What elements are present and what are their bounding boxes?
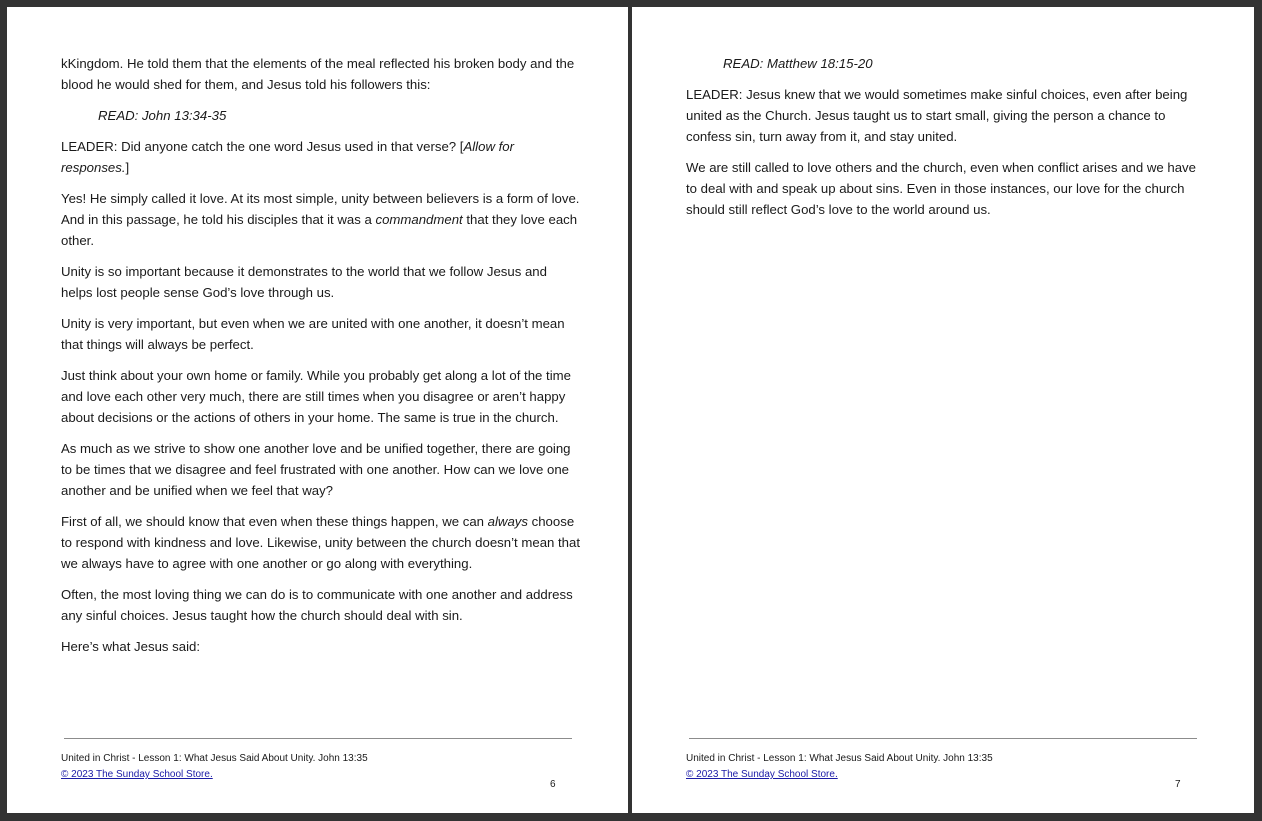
paragraph-text: Yes! He simply called it love. At its most simple, unity between believers is a form of love. And in this passage, he told his disciples that it was a (61, 191, 580, 227)
scripture-reference: : Matthew 18:15-20 (759, 56, 873, 71)
scripture-reading (686, 53, 1206, 74)
emphasis: always (487, 514, 528, 529)
paragraph-text: choose to respond with kindness and love. Likewise, unity between the church doesn’t mean that we always have to agree with one another or go along with everything. (61, 514, 581, 571)
paragraph-text: First of all, we should know that even when these things happen, we can (61, 514, 488, 529)
document-page-6 (7, 7, 628, 813)
paragraph: Here’s what Jesus said: (61, 639, 201, 654)
paragraph: Unity is very important, but even when we are united with one another, it doesn’t mean that things will always be perfect. (61, 316, 565, 352)
scripture-reading (61, 105, 581, 126)
footer-title: United in Christ - Lesson 1: What Jesus Said About Unity. John 13:35 (686, 753, 993, 764)
paragraph: Unity is so important because it demonstrates to the world that we follow Jesus and helps lost people sense God’s love through us. (61, 264, 547, 300)
page-body (686, 53, 1206, 230)
footer-divider (689, 738, 1197, 739)
leader-question-text: LEADER: Did anyone catch the one word Jesus used in that verse? [ (61, 139, 464, 154)
document-page-7 (632, 7, 1254, 813)
paragraph (61, 188, 581, 251)
read-label: READ (98, 108, 135, 123)
page-number: 6 (550, 779, 556, 790)
paragraph-text: that they love each other. (61, 212, 578, 248)
paragraph: Often, the most loving thing we can do is to communicate with one another and address any sinful choices. Jesus taught how the church should deal with sin. (61, 587, 573, 623)
footer-title: United in Christ - Lesson 1: What Jesus Said About Unity. John 13:35 (61, 753, 368, 764)
paragraph: As much as we strive to show one another love and be unified together, there are going to be times that we disagree and feel frustrated with one another. How can we love one another and be unified when we feel that way? (61, 441, 571, 498)
page-number: 7 (1175, 779, 1181, 790)
footer-divider (64, 738, 572, 739)
leader-question-close: ] (125, 160, 130, 175)
paragraph: kKingdom. He told them that the elements of the meal reflected his broken body and the blood he would shed for them, and Jesus told his followers this: (61, 56, 575, 92)
page-body (61, 53, 581, 667)
copyright-link[interactable]: © 2023 The Sunday School Store. (686, 769, 838, 780)
paragraph: Just think about your own home or family. While you probably get along a lot of the time and love each other very much, there are still times when you disagree or aren’t happy about decisions or the actions of others in your home. The same is true in the church. (61, 368, 571, 425)
scripture-reference: : John 13:34-35 (134, 108, 227, 123)
emphasis: commandment (375, 212, 463, 227)
paragraph: We are still called to love others and the church, even when conflict arises and we have to deal with and speak up about sins. Even in those instances, our love for the church should still reflect God’s love to the world around us. (686, 160, 1196, 217)
read-label: READ (723, 56, 760, 71)
leader-question (61, 136, 581, 178)
paragraph (61, 511, 581, 574)
paragraph: LEADER: Jesus knew that we would sometimes make sinful choices, even after being united as the Church. Jesus taught us to start small, giving the person a chance to confess sin, turn away from it, and stay united. (686, 87, 1188, 144)
copyright-link[interactable]: © 2023 The Sunday School Store. (61, 769, 213, 780)
leader-instruction: Allow for responses. (61, 139, 515, 175)
